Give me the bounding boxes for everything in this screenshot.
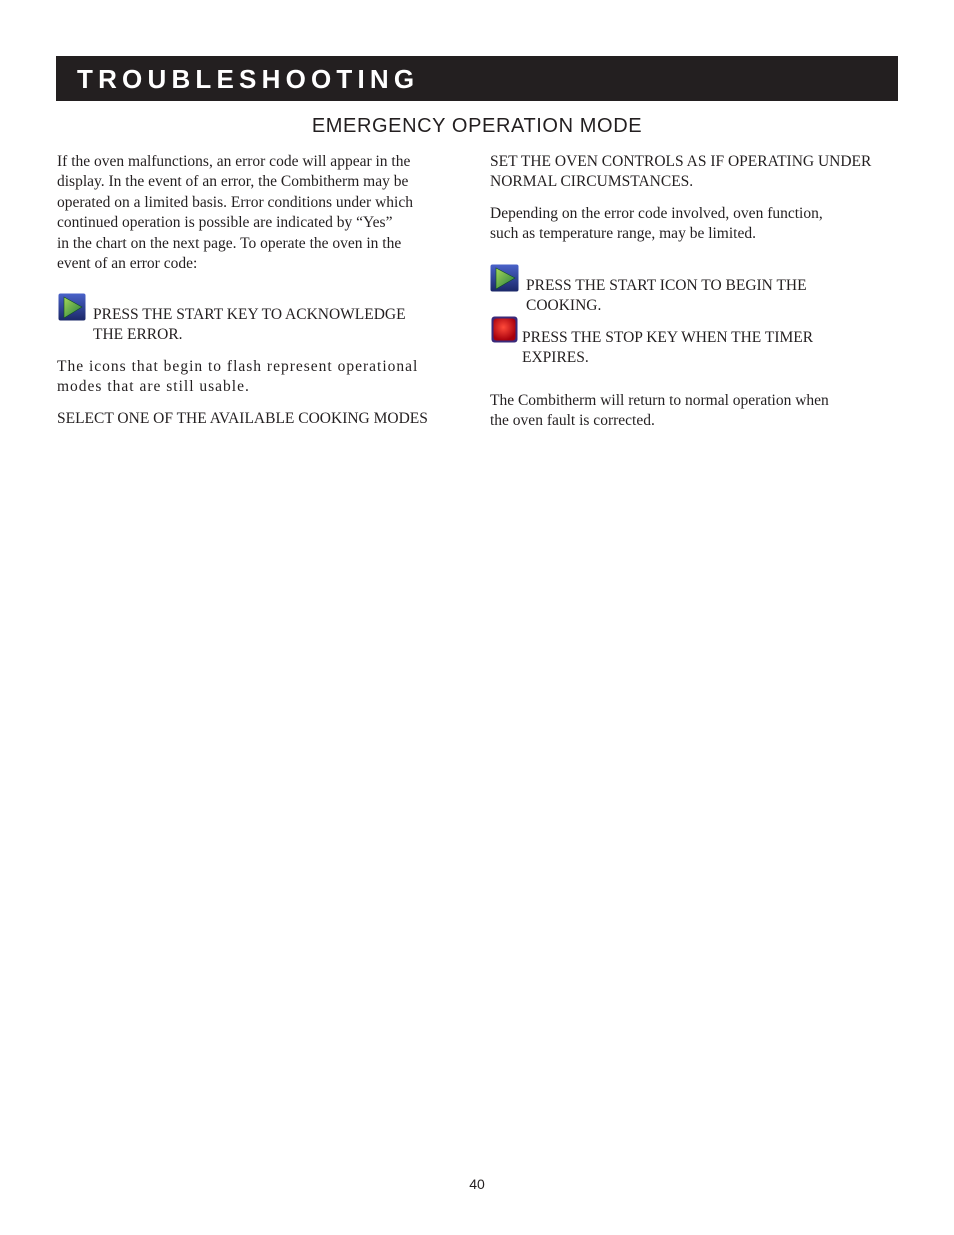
text-line: NORMAL CIRCUMSTANCES. [490, 173, 694, 191]
intro-paragraph [57, 152, 413, 274]
return-paragraph [490, 391, 829, 432]
text-line: The Combitherm will return to normal operation when [490, 392, 829, 409]
text-line: PRESS THE START KEY TO ACKNOWLEDGE [93, 306, 406, 323]
text-line: EXPIRES. [522, 349, 589, 367]
text-line: event of an error code: [57, 255, 198, 273]
section-title: EMERGENCY OPERATION MODE [311, 115, 643, 137]
page-number: 40 [469, 1176, 485, 1192]
text-line: continued operation is possible are indicated by “Yes” [57, 214, 393, 232]
text-line: such as temperature range, may be limited. [490, 225, 756, 243]
text-line: PRESS THE STOP KEY WHEN THE TIMER [522, 329, 814, 346]
text-line: display. In the event of an error, the Combitherm may be [57, 173, 409, 191]
step-acknowledge-error [93, 305, 406, 346]
select-cooking-mode-step: SELECT ONE OF THE AVAILABLE COOKING MODES [57, 410, 428, 427]
text-line: Depending on the error code involved, oven function, [490, 205, 823, 222]
text-line: THE ERROR. [93, 326, 183, 344]
flash-paragraph [57, 357, 418, 398]
set-controls-step [490, 152, 871, 193]
text-line: modes that are still usable. [57, 378, 250, 396]
text-line: COOKING. [526, 297, 602, 315]
text-line: PRESS THE START ICON TO BEGIN THE [526, 277, 807, 294]
stop-key-icon [491, 316, 518, 343]
start-key-icon [58, 293, 86, 321]
step-stop-timer [522, 328, 813, 369]
step-start-cooking [526, 276, 807, 317]
text-line: SET THE OVEN CONTROLS AS IF OPERATING UNDER [490, 153, 872, 170]
text-line: operated on a limited basis. Error conditions under which [57, 193, 413, 211]
text-line: If the oven malfunctions, an error code will appear in the [57, 153, 411, 170]
depending-paragraph [490, 204, 823, 245]
page-heading: TROUBLESHOOTING [77, 64, 420, 94]
text-line: in the chart on the next page. To operate the oven in the [57, 234, 402, 252]
text-line: the oven fault is corrected. [490, 412, 655, 430]
header-bar [56, 56, 898, 101]
text-line: The icons that begin to flash represent operational [57, 358, 419, 375]
start-icon [490, 264, 519, 292]
